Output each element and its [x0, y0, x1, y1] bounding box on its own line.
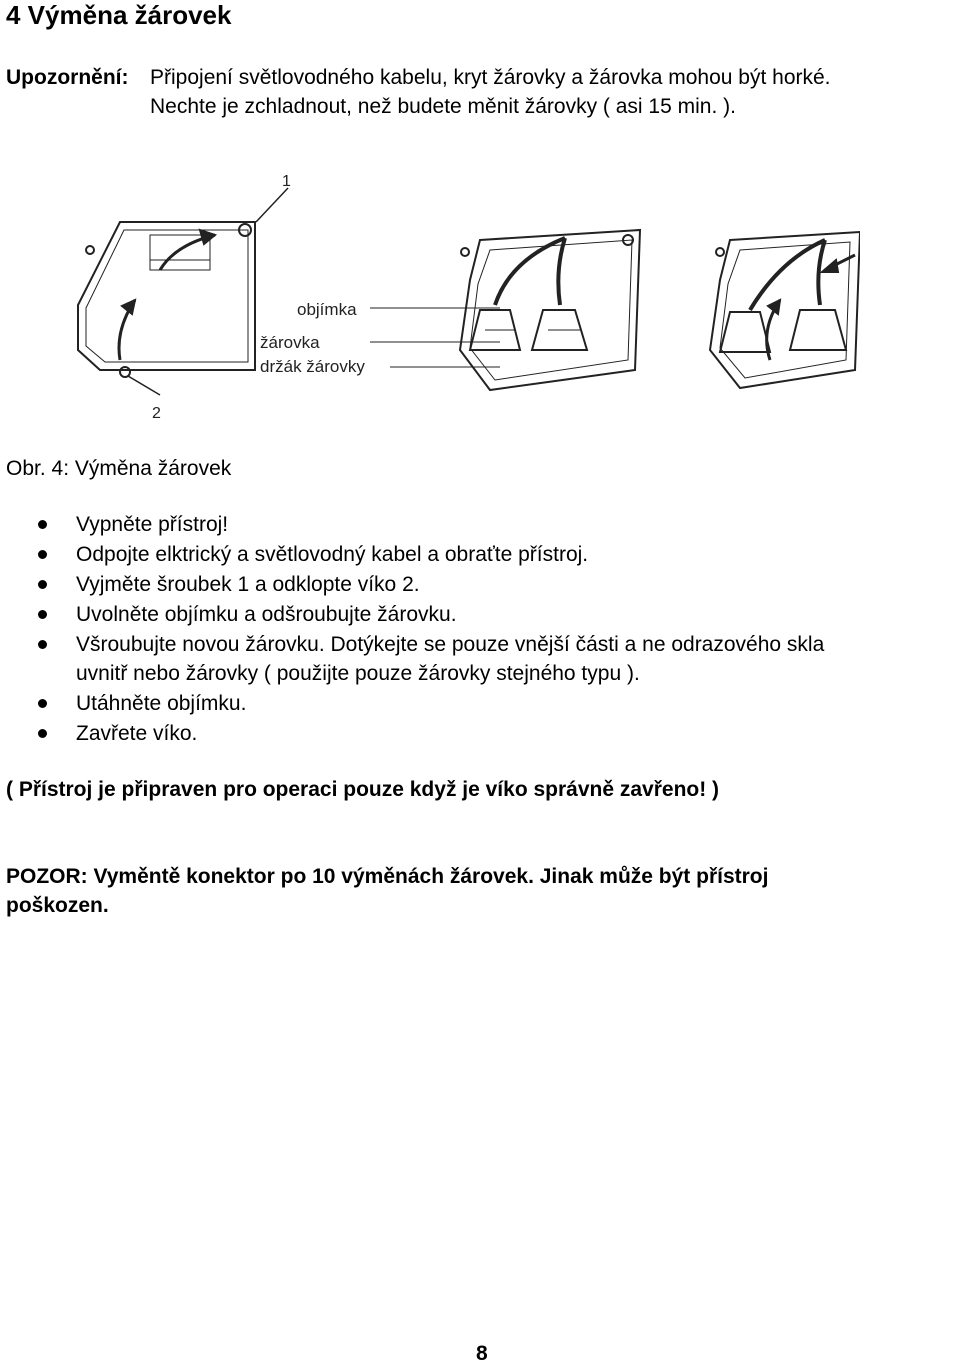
closing-note: ( Přístroj je připraven pro operaci pouze když je víko správně zavřeno! ) — [6, 778, 720, 801]
list-item — [0, 510, 960, 539]
label-socket: objímka — [297, 300, 357, 319]
open-housing-illustration — [460, 230, 640, 390]
bullet-icon — [38, 580, 47, 589]
step-text: Uvolněte objímku a odšroubujte žárovku. — [76, 603, 457, 626]
list-item — [0, 630, 960, 688]
list-item — [0, 600, 960, 629]
step-text: Odpojte elktrický a světlovodný kabel a obraťte přístroj. — [76, 543, 589, 566]
caution-block — [6, 862, 768, 920]
label-bulb: žárovka — [260, 333, 320, 352]
figure-number-1: 1 — [282, 173, 291, 190]
step-text: Utáhněte objímku. — [76, 692, 247, 715]
list-item — [0, 570, 960, 599]
bullet-icon — [38, 550, 47, 559]
caution-line-2: poškozen. — [6, 894, 109, 917]
warning-line-2: Nechte je zchladnout, než budete měnit žárovky ( asi 15 min. ). — [150, 95, 736, 118]
warning-line-1: Připojení světlovodného kabelu, kryt žárovky a žárovka mohou být horké. — [150, 66, 831, 89]
section-heading: 4 Výměna žárovek — [6, 0, 232, 30]
cover-panel-illustration — [78, 188, 288, 395]
bullet-icon — [38, 699, 47, 708]
step-text: Vyjměte šroubek 1 a odklopte víko 2. — [76, 573, 420, 596]
bullet-icon — [38, 729, 47, 738]
figure-caption: Obr. 4: Výměna žárovek — [6, 457, 232, 480]
label-bulb-holder: držák žárovky — [260, 357, 365, 376]
list-item — [0, 540, 960, 569]
caution-line-1: POZOR: Vyměntě konektor po 10 výměnách žárovek. Jinak může být přístroj — [6, 865, 769, 888]
bulb-removal-illustration — [710, 232, 860, 388]
step-text: Všroubujte novou žárovku. Dotýkejte se pouze vnější části a ne odrazového skla — [76, 633, 825, 656]
step-text-continued: uvnitř nebo žárovky ( použijte pouze žárovky stejného typu ). — [76, 662, 640, 685]
instruction-list — [0, 510, 960, 749]
figure-number-2: 2 — [152, 405, 161, 422]
bullet-icon — [38, 520, 47, 529]
bullet-icon — [38, 610, 47, 619]
bullet-icon — [38, 640, 47, 649]
list-item — [0, 719, 960, 748]
page-number: 8 — [476, 1342, 488, 1365]
bulb-replacement-figure — [60, 160, 860, 430]
warning-label: Upozornění: — [6, 66, 129, 89]
list-item — [0, 689, 960, 718]
step-text: Zavřete víko. — [76, 722, 198, 745]
step-text: Vypněte přístroj! — [76, 513, 229, 536]
